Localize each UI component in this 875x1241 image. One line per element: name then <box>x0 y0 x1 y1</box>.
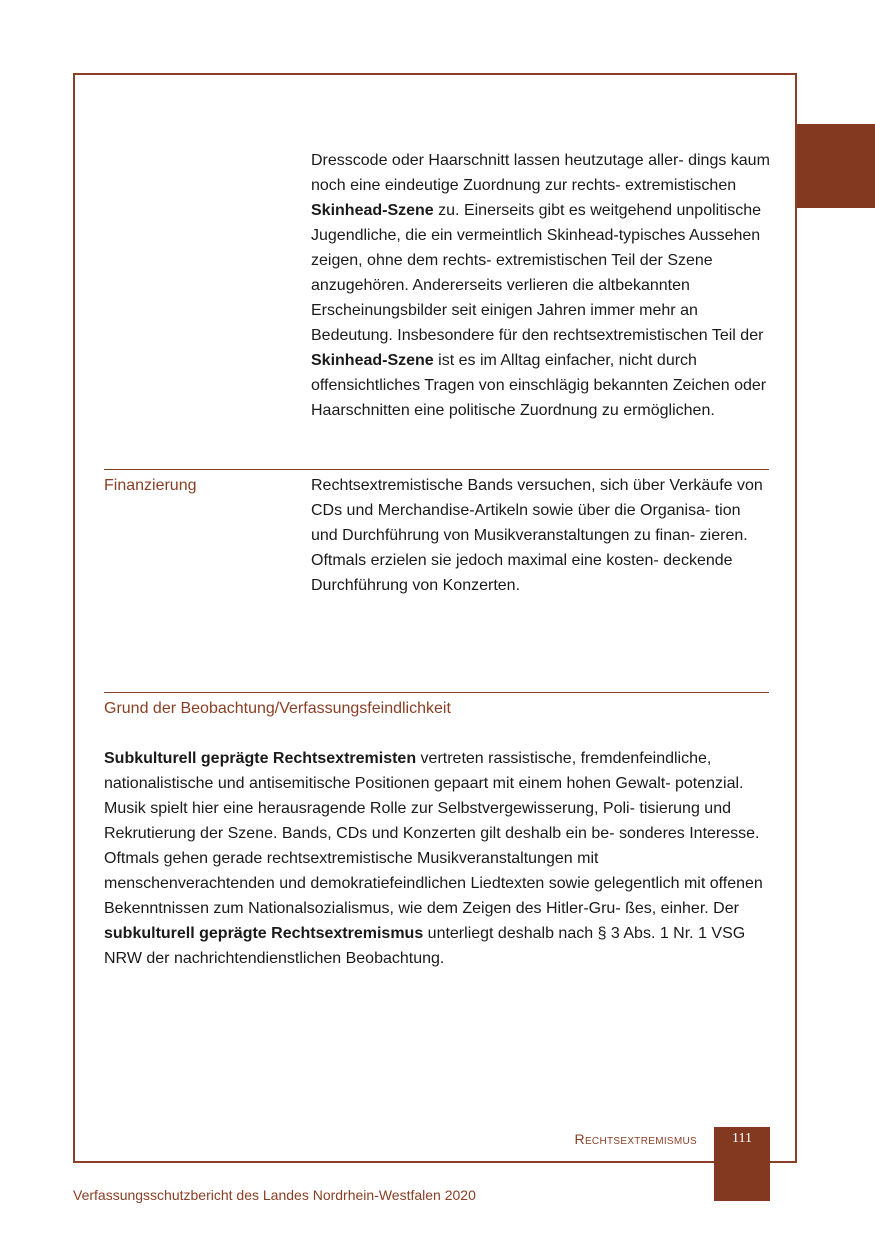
skinhead-paragraph <box>311 148 771 423</box>
section-divider <box>104 469 769 470</box>
finanzierung-paragraph: Rechtsextremistische Bands versuchen, sich über Verkäufe von CDs und Merchandise-Artikeln sowie über die Organisa- tion und Durchführung von Musikveranstaltungen zu finan- zieren. Oftmals erzielen sie jedoch maximal eine kosten- deckende Durchführung von Konzerten. <box>311 477 763 594</box>
finanzierung-label: Finanzierung <box>104 477 197 494</box>
bold-term: Skinhead-Szene <box>311 202 434 219</box>
beobachtung-paragraph <box>104 746 770 971</box>
text-segment: zu. Einerseits gibt es weitgehend unpolitische Jugendliche, die ein vermeintlich Skinhead-typisches Aussehen zeigen, ohne dem rechts- extremistischen Teil der Szene anzugehören. Andererseits verlieren die altbekannten Erscheinungsbilder seit einigen Jahren immer mehr an Bedeutung. Insbesondere für den rechtsextremistischen Teil der <box>311 202 764 344</box>
page-number-box <box>714 1127 770 1201</box>
text-segment: Dresscode oder Haarschnitt lassen heutzutage aller- dings kaum noch eine eindeutige Zuordnung zur rechts- extremistischen <box>311 152 770 194</box>
chapter-tab-marker <box>797 124 875 208</box>
text-segment: unterliegt deshalb nach § 3 Abs. 1 Nr. 1 VSG NRW der nachrichtendienstlichen Beobachtung. <box>104 925 746 967</box>
page-number: 111 <box>732 1131 752 1146</box>
bold-term: Subkulturell geprägte Rechtsextremisten <box>104 750 417 767</box>
publisher-line: Verfassungsschutzbericht des Landes Nordrhein-Westfalen 2020 <box>73 1187 476 1203</box>
text-segment: ist es im Alltag einfacher, nicht durch offensichtliches Tragen von einschlägig bekannten Zeichen oder Haarschnitten eine politische Zuordnung zu ermöglichen. <box>311 352 767 419</box>
bold-term: Skinhead-Szene <box>311 352 434 369</box>
section-divider <box>104 692 769 693</box>
footer-section-title: Rechtsextremismus <box>574 1131 697 1147</box>
bold-term: subkulturell geprägte Rechtsextremismus <box>104 925 424 942</box>
beobachtung-heading: Grund der Beobachtung/Verfassungsfeindlichkeit <box>104 700 451 717</box>
text-segment: vertreten rassistische, fremdenfeindliche, nationalistische und antisemitische Positionen gepaart mit einem hohen Gewalt- potenzial. Musik spielt hier eine herausragende Rolle zur Selbstvergewisserung, Poli- tisierung und Rekrutierung der Szene. Bands, CDs und Konzerten gilt deshalb ein be- sonderes Interesse. Oftmals gehen gerade rechtsextremistische Musikveranstaltungen mit menschenverachtenden und demokratiefeindlichen Liedtexten sowie gelegentlich mit offenen Bekenntnissen zum Nationalsozialismus, wie dem Zeigen des Hitler-Gru- ßes, einher. Der <box>104 750 763 917</box>
